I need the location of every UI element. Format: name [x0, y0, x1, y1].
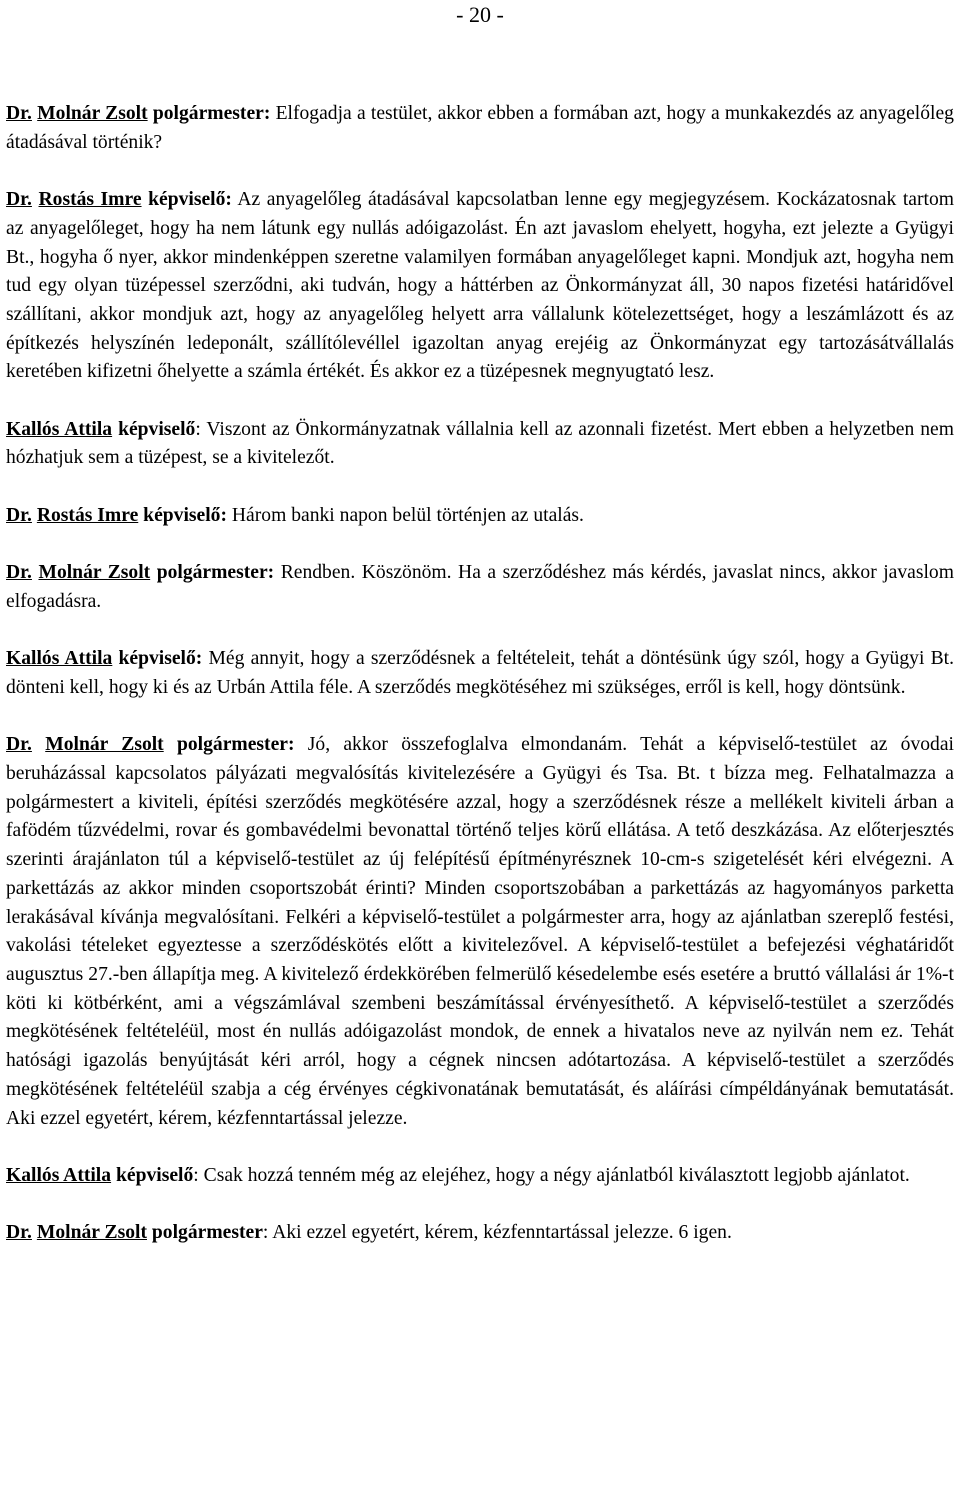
- speaker-role: polgármester: [151, 1222, 263, 1244]
- speech-text: Még annyit, hogy a szerződésnek a feltételeit, tehát a döntésünk úgy szól, hogy a Gyügyi Bt. dönteni kell, hogy ki és az Urbán Attila féle. A szerződés megkötéséhez mi szükséges, erről is kell, hogy döntsünk.: [6, 648, 954, 698]
- paragraph-rostas-2: [6, 502, 954, 531]
- speaker-name: Rostás Imre: [36, 504, 139, 526]
- paragraph-molnar-3: [6, 731, 954, 1133]
- speaker-label: [6, 648, 202, 669]
- speech-text: Elfogadja a testület, akkor ebben a formában azt, hogy a munkakezdés az anyagelőleg átadásával történik?: [6, 103, 954, 153]
- speaker-role: képviselő:: [148, 189, 232, 211]
- speaker-label: [6, 505, 227, 526]
- paragraph-molnar-2: [6, 559, 954, 616]
- speaker-name: Rostás Imre: [38, 189, 142, 211]
- speaker-name: Kallós Attila: [6, 648, 113, 670]
- speaker-name: Kallós Attila: [6, 1164, 112, 1186]
- paragraph-rostas-1: [6, 186, 954, 387]
- speaker-name: Molnár Zsolt: [45, 734, 164, 756]
- speaker-role: polgármester:: [152, 103, 271, 124]
- speaker-role: képviselő:: [118, 648, 203, 670]
- speaker-label: [6, 734, 295, 755]
- speaker-title: Dr.: [6, 189, 32, 211]
- minutes-body: [6, 100, 954, 1248]
- speech-text: Rendben. Köszönöm. Ha a szerződéshez más kérdés, javaslat nincs, akkor javaslom elfogadásra.: [6, 562, 954, 612]
- speaker-role: képviselő:: [143, 504, 227, 526]
- speech-text: Viszont az Önkormányzatnak vállalnia kell az azonnali fizetést. Mert ebben a helyzetben nem hózhatjuk sem a tüzépest, se a kivitelezőt.: [6, 418, 954, 469]
- speaker-name: Molnár Zsolt: [37, 103, 148, 124]
- speaker-colon: :: [195, 418, 201, 440]
- speech-text: Az anyagelőleg átadásával kapcsolatban lenne egy megjegyzésem. Kockázatosnak tartom az anyagelőleget, hogy ha nem látunk egy nullás adóigazolást. Én azt javaslom ehelyett, hogyha, ezt jelezte a Gyügyi Bt., hogyha ő nyer, akkor mindenképpen szeretne valamilyen formában anyagelőleget kapni. Mondjuk azt, hogyha nem tud egy olyan tüzépessel szerződni, aki tudván, hogy a háttérben az Önkormányzat áll, 30 napos fizetési határidővel szállítani, akkor mondjuk azt, hogy az anyagelőleg helyett arra vállalunk kötelezettséget, hogy a leszámlázott és az építkezés helyszínén ledeponált, szállítólevéllel igazoltan anyag erejéig az Önkormányzat egy tartozásátvállalás keretében kifizetni őhelyette a számla értékét. És akkor ez a tüzépesnek megnyugtató lesz.: [6, 189, 954, 383]
- paragraph-kallos-1: [6, 416, 954, 473]
- speaker-colon: :: [193, 1164, 199, 1186]
- speech-text: Csak hozzá tenném még az elejéhez, hogy a négy ajánlatból kiválasztott legjobb ajánlatot.: [203, 1164, 910, 1186]
- speech-text: Aki ezzel egyetért, kérem, kézfenntartással jelezze. 6 igen.: [272, 1222, 732, 1244]
- page-number: - 20 -: [456, 2, 504, 27]
- speaker-title: Dr.: [6, 504, 32, 526]
- speaker-title: Dr.: [6, 103, 32, 124]
- speaker-role: polgármester:: [156, 562, 275, 584]
- speaker-role: képviselő: [118, 418, 196, 440]
- speaker-title: Dr.: [6, 1222, 32, 1244]
- speaker-name: Molnár Zsolt: [38, 562, 151, 584]
- speaker-label: [6, 562, 274, 583]
- paragraph-molnar-1: [6, 100, 954, 157]
- paragraph-molnar-4: [6, 1219, 954, 1248]
- speaker-label: [6, 103, 270, 124]
- speaker-name: Molnár Zsolt: [36, 1222, 147, 1244]
- speaker-label: [6, 1165, 193, 1186]
- paragraph-kallos-2: [6, 645, 954, 702]
- speaker-role: képviselő: [115, 1164, 194, 1186]
- speaker-label: [6, 189, 232, 210]
- speech-text: Három banki napon belül történjen az utalás.: [231, 504, 584, 526]
- speaker-name: Kallós Attila: [6, 418, 113, 440]
- speaker-label: [6, 1222, 263, 1243]
- speaker-label: [6, 419, 195, 440]
- speech-text: Jó, akkor összefoglalva elmondanám. Tehát a képviselő-testület az óvodai beruházással kapcsolatos pályázati megvalósítás kivitelezésére a Gyügyi és Tsa. Bt. t bízza meg. Felhatalmazza a polgármestert a kiviteli, építési szerződés megkötésére azzal, hogy a szerződésnek része a mellékelt kiviteli árban a fafödém tűzvédelmi, rovar és gombavédelmi bevonattal történő teljes körű ellátása. A tető deszkázása. Az előterjesztés szerinti árajánlaton túl a képviselő-testület az új felépítésű építményrésznek 10-cm-s szigetelését kéri elvégezni. A parkettázás az akkor minden csoportszobát érinti? Minden csoportszobában a parkettázás az hagyományos parketta lerakásával kívánja megvalósítani. Felkéri a képviselő-testület a polgármester arra, hogy az ajánlatban szereplő festési, vakolási tételeket egyeztesse a szerződéskötés előtt a kivitelezővel. A képviselő-testület a befejezési véghatáridőt augusztus 27.-ben állapítja meg. A kivitelező érdekkörében felmerülő késedelembe esés esetére a bruttó vállalási ár 1%-t köti ki kötbérként, ami a végszámlával szembeni beszámítással érvényesíthető. A képviselő-testület a szerződés megkötésének feltételéül, most én nullás adóigazolást mondok, de ennek a hivatalos neve az nyilván nem ez. Tehát hatósági igazolás benyújtását kéri arról, hogy a cégnek nincsen adótartozása. A képviselő-testület a szerződés megkötésének feltételéül szabja a cég érvényes cégkivonatának bemutatását, és aláírási címpéldányának bemutatását. Aki ezzel egyetért, kérem, kézfenntartással jelezze.: [6, 734, 954, 1129]
- speaker-role: polgármester:: [176, 734, 295, 756]
- speaker-colon: :: [262, 1222, 269, 1244]
- speaker-title: Dr.: [6, 734, 32, 756]
- paragraph-kallos-3: [6, 1162, 954, 1191]
- speaker-title: Dr.: [6, 562, 32, 584]
